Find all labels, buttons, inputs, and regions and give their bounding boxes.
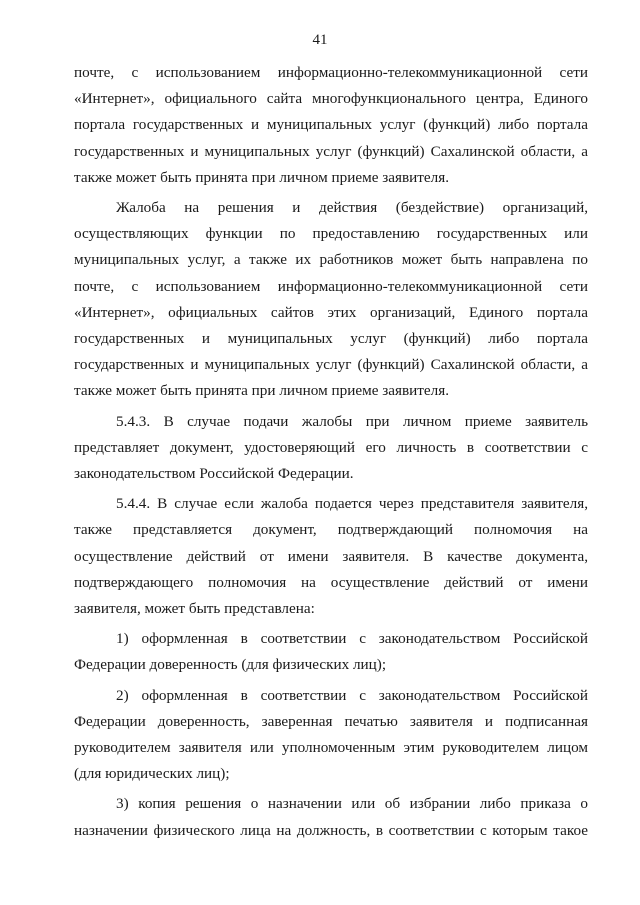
paragraph-complaint-organizations: Жалоба на решения и действия (бездействие) организаций, осуществляющих функции по предоставлению государственных или муниципальных услуг, а также их работников может быть направлена по почте, с использованием информационно-телекоммуникационной сети «Интернет», официальных сайтов этих организаций, Единого портала государственных и муниципальных услуг (функций) либо портала государственных и муниципальных услуг (функций) Сахалинской области, а также может быть принята при личном приеме заявителя. [74,199,588,400]
paragraph-5-4-3: 5.4.3. В случае подачи жалобы при личном приеме заявитель представляет документ, удостоверяющий его личность в соответствии с законодательством Российской Федерации. [74,412,588,483]
page-number: 41 [312,32,328,48]
list-item-3: 3) копия решения о назначении или об избрании либо приказа о назначении физического лица на должность, в соответствии с которым такое [74,795,588,839]
list-item-1: 1) оформленная в соответствии с законодательством Российской Федерации доверенность (для физических лиц); [74,630,588,674]
paragraph-5-4-4: 5.4.4. В случае если жалоба подается через представителя заявителя, также представляется документ, подтверждающий полномочия на осуществление действий от имени заявителя. В качестве документа, подтверждающего полномочия на осуществление действий от имени заявителя, может быть представлена: [74,495,588,618]
list-item-2: 2) оформленная в соответствии с законодательством Российской Федерации доверенность, заверенная печатью заявителя и подписанная руководителем заявителя или уполномоченным этим руководителем лицом (для юридических лиц); [74,686,588,783]
document-body [74,60,588,844]
paragraph-continued-mail-submission: почте, с использованием информационно-телекоммуникационной сети «Интернет», официального сайта многофункционального центра, Единого портала государственных и муниципальных услуг (функций) либо портала государственных и муниципальных услуг (функций) Сахалинской области, а также может быть принята при личном приеме заявителя. [74,64,588,186]
